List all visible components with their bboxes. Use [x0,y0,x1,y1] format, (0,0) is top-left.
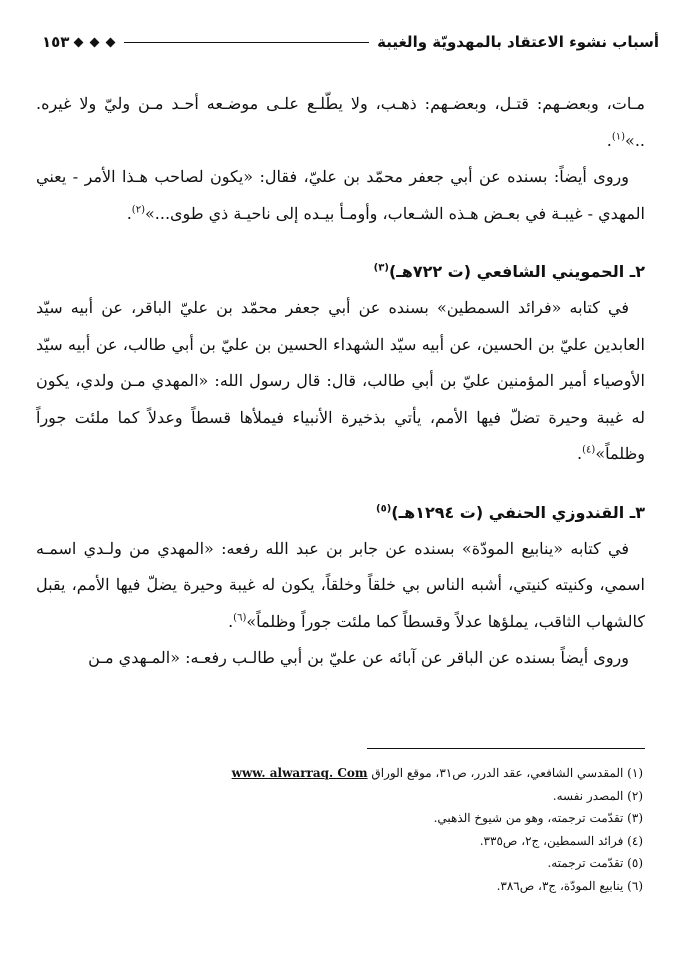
section-heading: ٢ـ الحمويني الشافعي (ت ٧٢٢هـ)$^{(٣)}$ [373,262,645,281]
footnote: (٥) تقدّمت ترجمته. [547,856,643,870]
footnote-separator [367,748,645,749]
paragraph: في كتابه «ينابيع المودّة» بسنده عن جابر بن عبد الله رفعه: «المهدي من ولـدي اسمـه اسمي، وكنيته كنيتي، أشبه الناس بي خلقاً وخلقاً، يكون له غيبة وحيرة يضلّ فيها الأمم، يقبل كالشهاب الثاقب، يملؤها عدلاً وقسطاً كما ملئت جوراً وظلماً»$^{(٦)}$. [36,538,645,631]
diamond-icon [90,37,100,47]
running-title: أسباب نشوء الاعتقاد بالمهدويّة والغيبة [377,33,659,51]
footnote-ref: (٤) [582,444,596,456]
footnotes [200,762,643,897]
paragraph: في كتابه «فرائد السمطين» بسنده عن أبي جعفر محمّد بن عليّ الباقر، عن أبيه سيّد العابدين عليّ بن الحسين، عن أبيه سيّد الشهداء الحسين بن عليّ بن أبي طالب، عن أبيه سيّد الأوصياء أمير المؤمنين عليّ بن أبي طالب، قال: قال رسول الله: «المهدي مـن ولدي، يكون له غيبة وحيرة تضلّ فيها الأمم، يأتي بذخيرة الأنبياء فيملأها قسطاً وعدلاً كما ملئت جوراً وظلماً»$^{(٤)}$. [36,298,645,463]
page-header [42,30,659,54]
footnote: (٣) تقدّمت ترجمته، وهو من شيوخ الذهبي. [433,811,643,825]
footnote: (٢) المصدر نفسه. [552,788,643,803]
header-rule [124,42,369,43]
paragraph: وروى أيضاً: بسنده عن أبي جعفر محمّد بن عليّ، فقال: «يكون لصاحب هـذا الأمر - يعني المهدي - غيبـة في بعـض هـذه الشـعاب، وأومـأ بيـده إلى ناحيـة ذي طوى...»$^{(٢)}$. [36,167,645,223]
diamond-icon [106,37,116,47]
footnote: (١) المقدسي الشافعي، عقد الدرر، ص٣١، موقع الوراق www. alwarraq. Com [231,766,643,780]
footnote-ref: (٥) [376,503,392,515]
footnote-ref: (٣) [373,262,389,274]
website-link[interactable]: www. alwarraq. Com [231,766,368,780]
footnote: (٤) فرائد السمطين، ج٢، ص٣٣٥. [479,833,643,848]
footnote-ref: (٢) [131,204,145,216]
paragraph: وروى أيضاً بسنده عن الباقر عن آبائه عن عليّ بن أبي طالـب رفعـه: «المـهدي مـن [88,648,629,667]
diamond-icon [74,37,84,47]
footnote-ref: (٦) [233,612,247,624]
header-ornament [75,39,114,46]
footnote: (٦) ينابيع المودّة، ج٣، ص٣٨٦. [496,878,643,893]
section-heading: ٣ـ القندوزي الحنفي (ت ١٢٩٤هـ)$^{(٥)}$ [376,502,645,522]
footnote-ref: (١) [611,131,626,143]
paragraph: مـات، وبعضـهم: قتـل، وبعضـهم: ذهـب، ولا يطّلـع علـى موضـعه أحـد مـن وليّ ولا غيره. ..»$^{(١)}$. [36,94,645,150]
page-number: ١٥٣ [42,33,70,51]
main-text [36,86,645,677]
